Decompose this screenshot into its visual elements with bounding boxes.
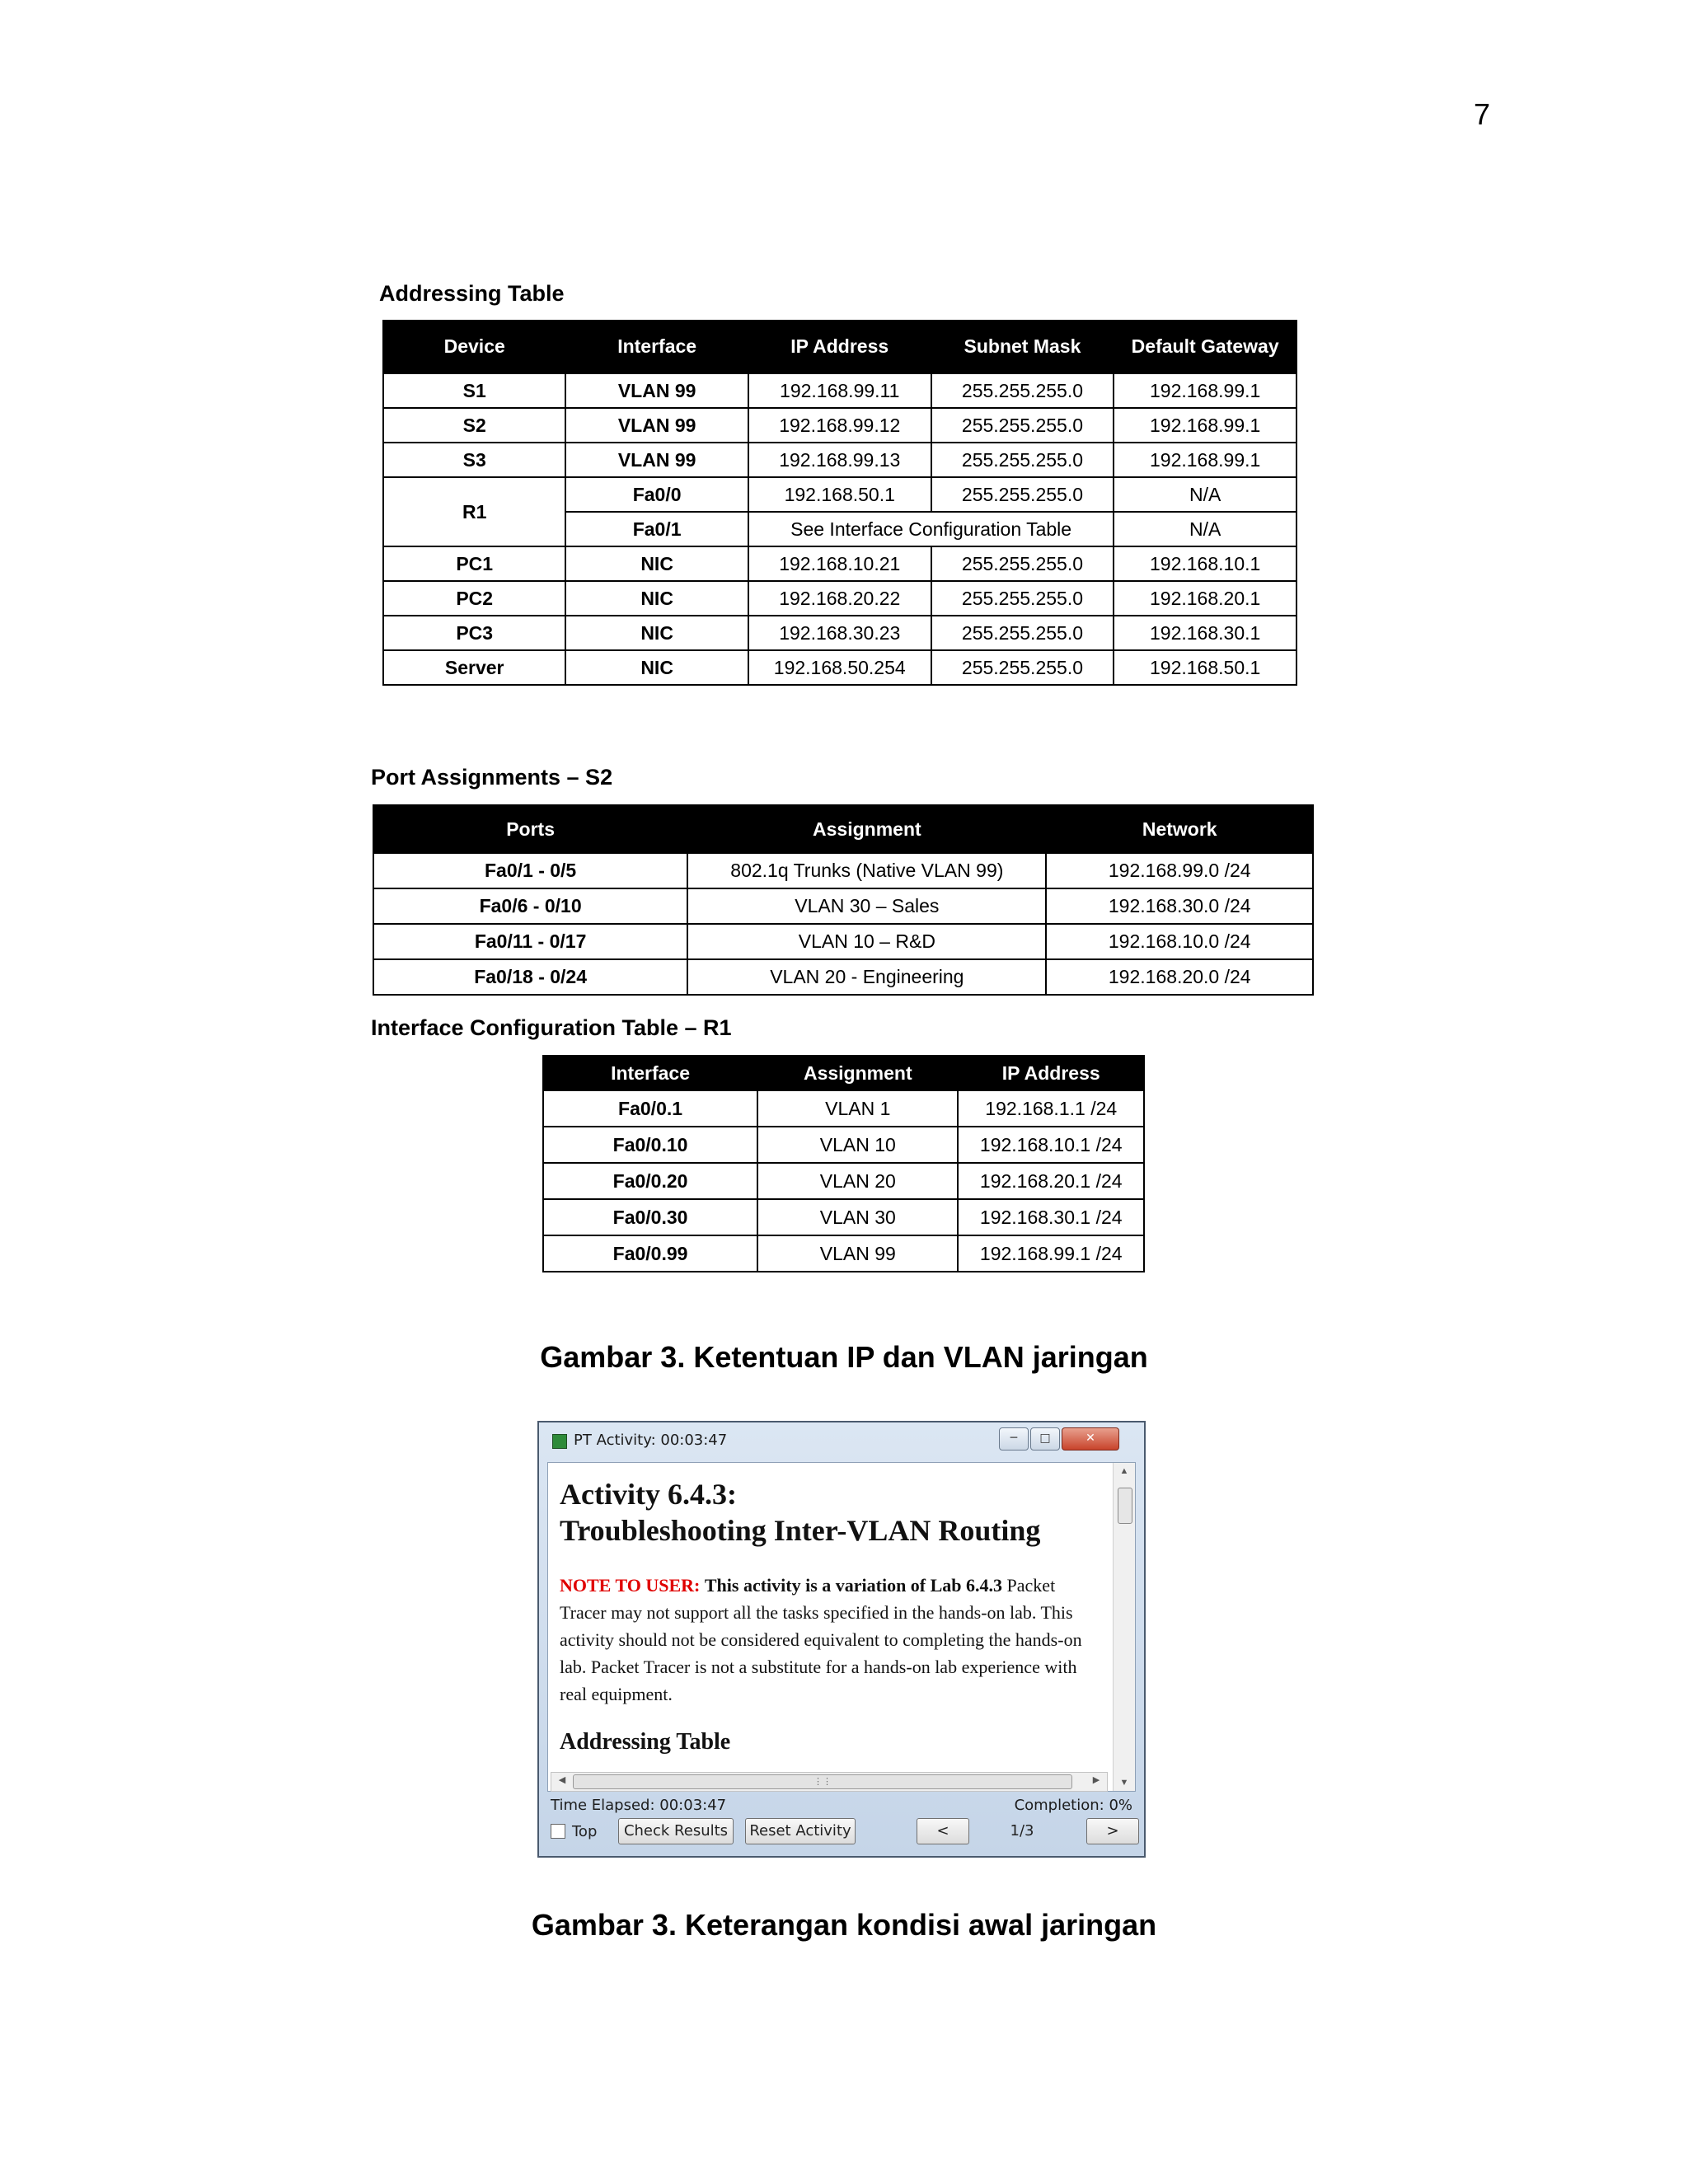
maximize-button[interactable]: □	[1030, 1427, 1060, 1451]
assignment-cell: VLAN 10 – R&D	[687, 924, 1046, 959]
column-header: Interface	[543, 1056, 757, 1090]
note-paragraph	[560, 1572, 1095, 1708]
instructions-pane	[547, 1462, 1136, 1792]
interface-cell: VLAN 99	[565, 373, 748, 408]
gateway-cell: 192.168.99.1	[1114, 373, 1296, 408]
table-row	[543, 1235, 1144, 1272]
top-checkbox-label: Top	[572, 1823, 598, 1840]
instructions-document	[560, 1476, 1095, 1755]
table-row	[383, 616, 1296, 650]
scroll-down-icon[interactable]: ▼	[1119, 1778, 1129, 1788]
ports-cell: Fa0/11 - 0/17	[373, 924, 687, 959]
ip-cell: 192.168.1.1 /24	[958, 1090, 1144, 1127]
time-elapsed: Time Elapsed: 00:03:47	[551, 1797, 727, 1814]
interface-cell: Fa0/0.10	[543, 1127, 757, 1163]
table-row	[373, 853, 1313, 888]
scroll-thumb-horizontal[interactable]: ⋮⋮	[573, 1774, 1072, 1789]
gateway-cell: 192.168.50.1	[1114, 650, 1296, 685]
ip-cell: 192.168.30.23	[748, 616, 931, 650]
network-cell: 192.168.20.0 /24	[1046, 959, 1313, 995]
ip-cell: 192.168.99.12	[748, 408, 931, 443]
reset-activity-button[interactable]: Reset Activity	[745, 1818, 856, 1844]
note-lead: This activity is a variation of Lab 6.4.3	[704, 1575, 1003, 1596]
network-cell: 192.168.30.0 /24	[1046, 888, 1313, 924]
activity-heading-line-2: Troubleshooting Inter-VLAN Routing	[560, 1514, 1041, 1547]
column-header: Default Gateway	[1114, 321, 1296, 373]
device-cell: PC3	[383, 616, 565, 650]
table-row	[543, 1199, 1144, 1235]
column-header: IP Address	[748, 321, 931, 373]
interface-cell: VLAN 99	[565, 443, 748, 477]
port-assignments-title: Port Assignments – S2	[371, 765, 613, 790]
column-header: Ports	[373, 805, 687, 853]
minimize-button[interactable]: ─	[999, 1427, 1029, 1451]
network-cell: 192.168.99.0 /24	[1046, 853, 1313, 888]
interface-cell: Fa0/0.30	[543, 1199, 757, 1235]
device-cell: Server	[383, 650, 565, 685]
mask-cell: 255.255.255.0	[931, 546, 1114, 581]
table-row	[543, 1090, 1144, 1127]
scroll-left-icon[interactable]: ◀	[558, 1775, 566, 1785]
ip-cell: 192.168.20.22	[748, 581, 931, 616]
gateway-cell: 192.168.20.1	[1114, 581, 1296, 616]
interface-cell: VLAN 99	[565, 408, 748, 443]
gateway-cell: N/A	[1114, 512, 1296, 546]
ip-cell: 192.168.99.13	[748, 443, 931, 477]
interface-cell: Fa0/0.99	[543, 1235, 757, 1272]
horizontal-scrollbar[interactable]	[551, 1772, 1108, 1792]
device-cell: PC1	[383, 546, 565, 581]
top-checkbox[interactable]	[551, 1824, 565, 1839]
activity-heading	[560, 1476, 1095, 1549]
mask-cell: 255.255.255.0	[931, 408, 1114, 443]
activity-heading-line-1: Activity 6.4.3:	[560, 1478, 737, 1511]
interface-config-table	[542, 1055, 1145, 1272]
pt-activity-window	[537, 1421, 1146, 1858]
ip-cell: 192.168.50.1	[748, 477, 931, 512]
table-row	[373, 888, 1313, 924]
close-button[interactable]: ✕	[1062, 1427, 1119, 1451]
assignment-cell: VLAN 99	[757, 1235, 958, 1272]
table-header-row	[383, 321, 1296, 373]
assignment-cell: VLAN 10	[757, 1127, 958, 1163]
table-row	[373, 959, 1313, 995]
port-assignments-table	[373, 804, 1314, 996]
device-cell: R1	[383, 477, 565, 546]
interface-cell: NIC	[565, 581, 748, 616]
vertical-scrollbar[interactable]	[1113, 1463, 1135, 1791]
interface-cell: NIC	[565, 616, 748, 650]
ip-cell: 192.168.50.254	[748, 650, 931, 685]
mask-cell: 255.255.255.0	[931, 650, 1114, 685]
scroll-up-icon[interactable]: ▲	[1119, 1466, 1129, 1476]
gateway-cell: N/A	[1114, 477, 1296, 512]
ip-cell: 192.168.99.11	[748, 373, 931, 408]
table-row	[373, 924, 1313, 959]
gateway-cell: 192.168.30.1	[1114, 616, 1296, 650]
scroll-thumb[interactable]	[1118, 1488, 1132, 1524]
interface-cell: Fa0/1	[565, 512, 748, 546]
assignment-cell: VLAN 30	[757, 1199, 958, 1235]
next-page-button[interactable]: >	[1086, 1818, 1139, 1844]
table-row	[383, 443, 1296, 477]
gateway-cell: 192.168.99.1	[1114, 408, 1296, 443]
addressing-table-title: Addressing Table	[379, 281, 565, 306]
note-body: Packet Tracer may not support all the tasks specified in the hands-on lab. This activity should not be considered equivalent to completing the hands-on lab. Packet Tracer is not a substitute for a hands-on lab experience with real equipment.	[560, 1575, 1082, 1704]
table-header-row	[373, 805, 1313, 853]
window-title: PT Activity: 00:03:47	[574, 1432, 728, 1449]
table-row	[543, 1163, 1144, 1199]
page-indicator: 1/3	[1010, 1822, 1034, 1840]
assignment-cell: VLAN 20 - Engineering	[687, 959, 1046, 995]
figure-caption-2: Gambar 3. Keterangan kondisi awal jaringan	[531, 1908, 1157, 1942]
ip-cell: 192.168.10.1 /24	[958, 1127, 1144, 1163]
mask-cell: 255.255.255.0	[931, 616, 1114, 650]
check-results-button[interactable]: Check Results	[618, 1818, 734, 1844]
previous-page-button[interactable]: <	[917, 1818, 969, 1844]
addressing-table	[382, 320, 1297, 686]
interface-cell: NIC	[565, 546, 748, 581]
device-cell: S2	[383, 408, 565, 443]
column-header: Device	[383, 321, 565, 373]
mask-cell: 255.255.255.0	[931, 477, 1114, 512]
table-row	[383, 581, 1296, 616]
device-cell: S3	[383, 443, 565, 477]
mask-cell: 255.255.255.0	[931, 373, 1114, 408]
completion-status: Completion: 0%	[1014, 1797, 1132, 1814]
page-number: 7	[1473, 97, 1490, 131]
table-row	[383, 650, 1296, 685]
merged-ip-mask-cell: See Interface Configuration Table	[748, 512, 1114, 546]
note-label: NOTE TO USER:	[560, 1575, 701, 1596]
table-row	[383, 546, 1296, 581]
ip-cell: 192.168.20.1 /24	[958, 1163, 1144, 1199]
interface-cell: Fa0/0.1	[543, 1090, 757, 1127]
assignment-cell: VLAN 1	[757, 1090, 958, 1127]
table-header-row	[543, 1056, 1144, 1090]
packet-tracer-icon	[552, 1434, 567, 1449]
gateway-cell: 192.168.99.1	[1114, 443, 1296, 477]
column-header: Assignment	[687, 805, 1046, 853]
ip-cell: 192.168.99.1 /24	[958, 1235, 1144, 1272]
interface-config-title: Interface Configuration Table – R1	[371, 1015, 732, 1040]
table-row	[543, 1127, 1144, 1163]
interface-cell: Fa0/0	[565, 477, 748, 512]
table-row	[383, 477, 1296, 512]
table-row	[383, 373, 1296, 408]
interface-cell: NIC	[565, 650, 748, 685]
mask-cell: 255.255.255.0	[931, 443, 1114, 477]
ip-cell: 192.168.10.21	[748, 546, 931, 581]
window-titlebar	[539, 1422, 1144, 1459]
scroll-right-icon[interactable]: ▶	[1092, 1775, 1100, 1785]
ports-cell: Fa0/6 - 0/10	[373, 888, 687, 924]
assignment-cell: VLAN 30 – Sales	[687, 888, 1046, 924]
ports-cell: Fa0/18 - 0/24	[373, 959, 687, 995]
ports-cell: Fa0/1 - 0/5	[373, 853, 687, 888]
column-header: Interface	[565, 321, 748, 373]
table-row	[383, 408, 1296, 443]
column-header: IP Address	[958, 1056, 1144, 1090]
addressing-table-heading: Addressing Table	[560, 1729, 731, 1755]
device-cell: S1	[383, 373, 565, 408]
ip-cell: 192.168.30.1 /24	[958, 1199, 1144, 1235]
column-header: Subnet Mask	[931, 321, 1114, 373]
assignment-cell: 802.1q Trunks (Native VLAN 99)	[687, 853, 1046, 888]
gateway-cell: 192.168.10.1	[1114, 546, 1296, 581]
interface-cell: Fa0/0.20	[543, 1163, 757, 1199]
figure-caption-1: Gambar 3. Ketentuan IP dan VLAN jaringan	[540, 1340, 1148, 1374]
activity-controls	[551, 1818, 1136, 1846]
mask-cell: 255.255.255.0	[931, 581, 1114, 616]
device-cell: PC2	[383, 581, 565, 616]
assignment-cell: VLAN 20	[757, 1163, 958, 1199]
network-cell: 192.168.10.0 /24	[1046, 924, 1313, 959]
column-header: Network	[1046, 805, 1313, 853]
column-header: Assignment	[757, 1056, 958, 1090]
